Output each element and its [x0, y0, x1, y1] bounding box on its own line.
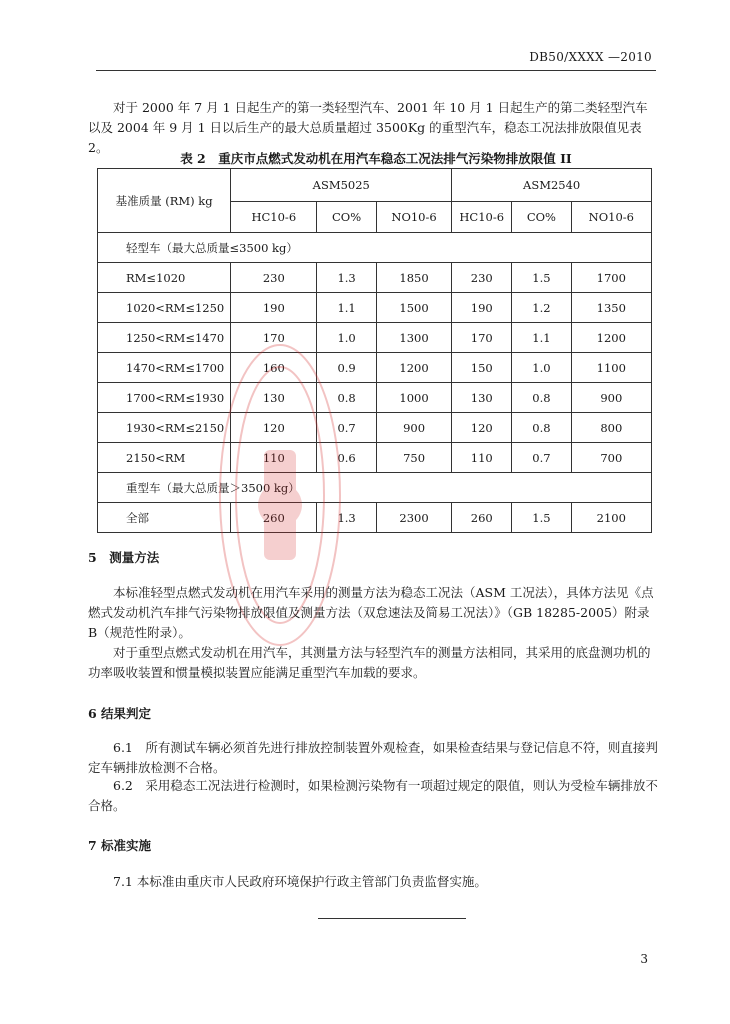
limit-value: 1.1 — [317, 293, 376, 323]
intro-paragraph: 对于 2000 年 7 月 1 日起生产的第一类轻型汽车、2001 年 10 月 1 日起生产的第二类轻型汽车以及 2004 年 9 月 1 日以后生产的最大总质量超过 3500Kg 的重型汽车，稳态工况法排放限值见表 2。 — [88, 100, 648, 155]
mass-range-label: 1250<RM≤1470 — [98, 323, 231, 353]
header-rule — [96, 70, 656, 71]
table-caption: 表 2 重庆市点燃式发动机在用汽车稳态工况法排气污染物排放限值 II — [180, 151, 572, 166]
limit-value: 1700 — [571, 263, 651, 293]
limit-value: 1350 — [571, 293, 651, 323]
limit-value: 120 — [231, 413, 317, 443]
subcol-header: NO10-6 — [376, 202, 451, 233]
subcol-header: HC10-6 — [452, 202, 512, 233]
heavy-vehicle-rows — [98, 503, 652, 533]
limit-value: 0.8 — [317, 383, 376, 413]
table-row — [98, 413, 652, 443]
limit-value: 1.3 — [317, 503, 376, 533]
limit-value: 0.8 — [512, 413, 571, 443]
limit-value: 1000 — [376, 383, 451, 413]
group-header-asm5025: ASM5025 — [231, 169, 452, 202]
section-5-paragraph-2: 对于重型点燃式发动机在用汽车，其测量方法与轻型汽车的测量方法相同，其采用的底盘测功机的功率吸收装置和惯量模拟装置应能满足重型汽车加载的要求。 — [88, 645, 651, 680]
emission-limit-table — [97, 168, 652, 533]
limit-value: 260 — [452, 503, 512, 533]
limit-value: 190 — [231, 293, 317, 323]
mass-range-label: 2150<RM — [98, 443, 231, 473]
table-row — [98, 263, 652, 293]
limit-value: 750 — [376, 443, 451, 473]
limit-value: 1.5 — [512, 503, 571, 533]
heavy-vehicle-section-label: 重型车（最大总质量＞3500 kg） — [98, 473, 652, 503]
limit-value: 110 — [452, 443, 512, 473]
limit-value: 0.7 — [317, 413, 376, 443]
mass-range-label: RM≤1020 — [98, 263, 231, 293]
subcol-header: CO% — [512, 202, 571, 233]
section-5-paragraph-1: 本标准轻型点燃式发动机在用汽车采用的测量方法为稳态工况法（ASM 工况法），具体方法见《点燃式发动机汽车排气污染物排放限值及测量方法（双怠速法及简易工况法）》（GB 18285-2005）附录 B（规范性附录）。 — [88, 585, 654, 640]
limit-value: 1850 — [376, 263, 451, 293]
limit-value: 1.2 — [512, 293, 571, 323]
mass-range-label: 全部 — [98, 503, 231, 533]
table-row — [98, 443, 652, 473]
limit-value: 0.7 — [512, 443, 571, 473]
limit-value: 1.3 — [317, 263, 376, 293]
section-6-title: 6 结果判定 — [88, 706, 152, 721]
section-row-heavy — [98, 473, 652, 503]
limit-value: 160 — [231, 353, 317, 383]
limit-value: 0.8 — [512, 383, 571, 413]
limit-value: 1.0 — [317, 323, 376, 353]
limit-value: 1100 — [571, 353, 651, 383]
limit-value: 1.1 — [512, 323, 571, 353]
limit-value: 0.9 — [317, 353, 376, 383]
limit-value: 230 — [452, 263, 512, 293]
subcol-header: CO% — [317, 202, 376, 233]
limit-value: 170 — [452, 323, 512, 353]
section-6-paragraph-1: 6.1 所有测试车辆必须首先进行排放控制装置外观检查，如果检查结果与登记信息不符，则直接判定车辆排放检测不合格。 — [88, 740, 658, 775]
group-header-asm2540: ASM2540 — [452, 169, 652, 202]
subcol-header: HC10-6 — [231, 202, 317, 233]
limit-value: 1500 — [376, 293, 451, 323]
table-row — [98, 503, 652, 533]
limit-value: 900 — [376, 413, 451, 443]
limit-value: 1300 — [376, 323, 451, 353]
limit-value: 700 — [571, 443, 651, 473]
light-vehicle-section-label: 轻型车（最大总质量≤3500 kg） — [98, 233, 652, 263]
mass-range-label: 1470<RM≤1700 — [98, 353, 231, 383]
subcol-header: NO10-6 — [571, 202, 651, 233]
limit-value: 150 — [452, 353, 512, 383]
table-row — [98, 383, 652, 413]
limit-value: 190 — [452, 293, 512, 323]
limit-value: 800 — [571, 413, 651, 443]
table-row — [98, 353, 652, 383]
mass-range-label: 1020<RM≤1250 — [98, 293, 231, 323]
limit-value: 2100 — [571, 503, 651, 533]
limit-value: 230 — [231, 263, 317, 293]
limit-value: 0.6 — [317, 443, 376, 473]
limit-value: 1.0 — [512, 353, 571, 383]
section-7-paragraph-1: 7.1 本标准由重庆市人民政府环境保护行政主管部门负责监督实施。 — [113, 874, 487, 889]
limit-value: 120 — [452, 413, 512, 443]
end-rule — [318, 918, 466, 919]
mass-range-label: 1930<RM≤2150 — [98, 413, 231, 443]
corner-header: 基准质量 (RM) kg — [98, 169, 231, 233]
light-vehicle-rows — [98, 263, 652, 473]
document-code: DB50/XXXX —2010 — [529, 50, 652, 64]
limit-value: 260 — [231, 503, 317, 533]
limit-value: 1200 — [571, 323, 651, 353]
section-7-title: 7 标准实施 — [88, 838, 152, 853]
section-row-light — [98, 233, 652, 263]
mass-range-label: 1700<RM≤1930 — [98, 383, 231, 413]
limit-value: 900 — [571, 383, 651, 413]
limit-value: 1200 — [376, 353, 451, 383]
limit-value: 1.5 — [512, 263, 571, 293]
limit-value: 130 — [231, 383, 317, 413]
section-6-paragraph-2: 6.2 采用稳态工况法进行检测时，如果检测污染物有一项超过规定的限值，则认为受检车辆排放不合格。 — [88, 778, 658, 813]
table-row — [98, 293, 652, 323]
limit-value: 2300 — [376, 503, 451, 533]
table-header-row — [98, 169, 652, 202]
limit-value: 110 — [231, 443, 317, 473]
page-number: 3 — [640, 952, 648, 966]
table-row — [98, 323, 652, 353]
limit-value: 170 — [231, 323, 317, 353]
section-5-title: 5 测量方法 — [88, 550, 160, 565]
limit-value: 130 — [452, 383, 512, 413]
